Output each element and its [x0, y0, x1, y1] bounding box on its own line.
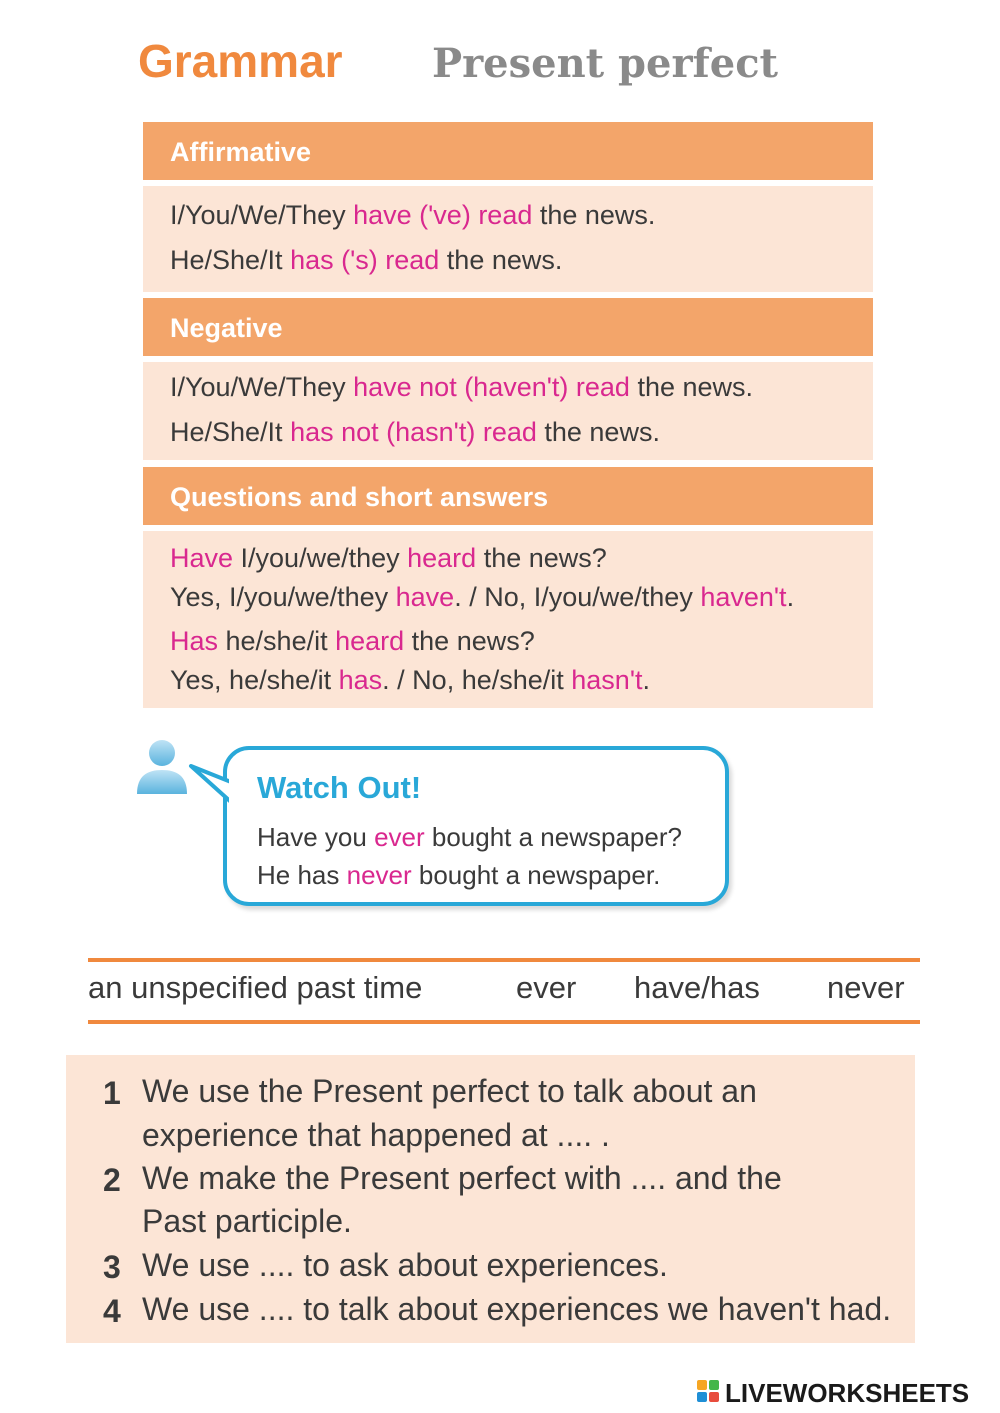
affirmative-body: [143, 186, 873, 292]
rules-panel: [66, 1055, 915, 1343]
word-bank-item[interactable]: have/has: [634, 970, 760, 1005]
rule-number: 2: [103, 1162, 121, 1198]
rule-text: We use the Present perfect to talk about an: [142, 1073, 757, 1109]
negative-header: [143, 298, 873, 356]
title-topic: Present perfect: [432, 40, 779, 87]
title-grammar: Grammar: [138, 35, 343, 87]
negative-line-1: I/You/We/They have not (haven't) read the news.: [170, 372, 754, 402]
questions-body: [143, 531, 873, 708]
word-bank-item[interactable]: an unspecified past time: [88, 970, 423, 1005]
watch-out-line-2: He has never bought a newspaper.: [257, 860, 661, 890]
affirmative-line-2: He/She/It has ('s) read the news.: [170, 245, 563, 275]
bubble-tail: [187, 762, 235, 814]
affirmative-line-1: I/You/We/They have ('ve) read the news.: [170, 200, 656, 230]
logo-square-icon: [709, 1392, 719, 1402]
logo-square-icon: [709, 1380, 719, 1390]
logo-square-icon: [697, 1380, 707, 1390]
affirmative-heading: Affirmative: [170, 137, 312, 167]
rule-text[interactable]: We use .... to talk about experiences we haven't had.: [142, 1291, 892, 1327]
questions-header: [143, 467, 873, 525]
question-line-2: Has he/she/it heard the news?: [170, 626, 535, 656]
rule-text[interactable]: experience that happened at .... .: [142, 1117, 610, 1153]
rule-text[interactable]: We make the Present perfect with .... and the: [142, 1160, 782, 1196]
logo-text: LIVEWORKSHEETS: [725, 1378, 970, 1408]
rule-text[interactable]: We use .... to ask about experiences.: [142, 1247, 668, 1283]
rule-number: 4: [103, 1293, 121, 1329]
answer-line-2: Yes, he/she/it has. / No, he/she/it hasn't.: [170, 665, 650, 695]
negative-heading: Negative: [170, 313, 283, 343]
speech-bubble: [223, 746, 729, 906]
affirmative-header: [143, 122, 873, 180]
word-bank-item[interactable]: ever: [516, 970, 577, 1005]
rule-number: 3: [103, 1249, 121, 1285]
watch-out-callout: [133, 738, 743, 918]
person-icon: [135, 738, 189, 798]
logo-square-icon: [697, 1392, 707, 1402]
word-bank-bottom-rule: [88, 1020, 920, 1024]
word-bank-top-rule: [88, 958, 920, 962]
rule-text: Past participle.: [142, 1203, 352, 1239]
answer-line-1: Yes, I/you/we/they have. / No, I/you/we/they haven't.: [170, 582, 795, 612]
negative-body: [143, 362, 873, 460]
watch-out-line-1: Have you ever bought a newspaper?: [257, 822, 682, 852]
word-bank-item[interactable]: never: [827, 970, 905, 1005]
question-line-1: Have I/you/we/they heard the news?: [170, 543, 607, 573]
watch-out-heading: Watch Out!: [257, 770, 422, 805]
questions-heading: Questions and short answers: [170, 482, 549, 512]
rule-number: 1: [103, 1075, 121, 1111]
negative-line-2: He/She/It has not (hasn't) read the news.: [170, 417, 660, 447]
